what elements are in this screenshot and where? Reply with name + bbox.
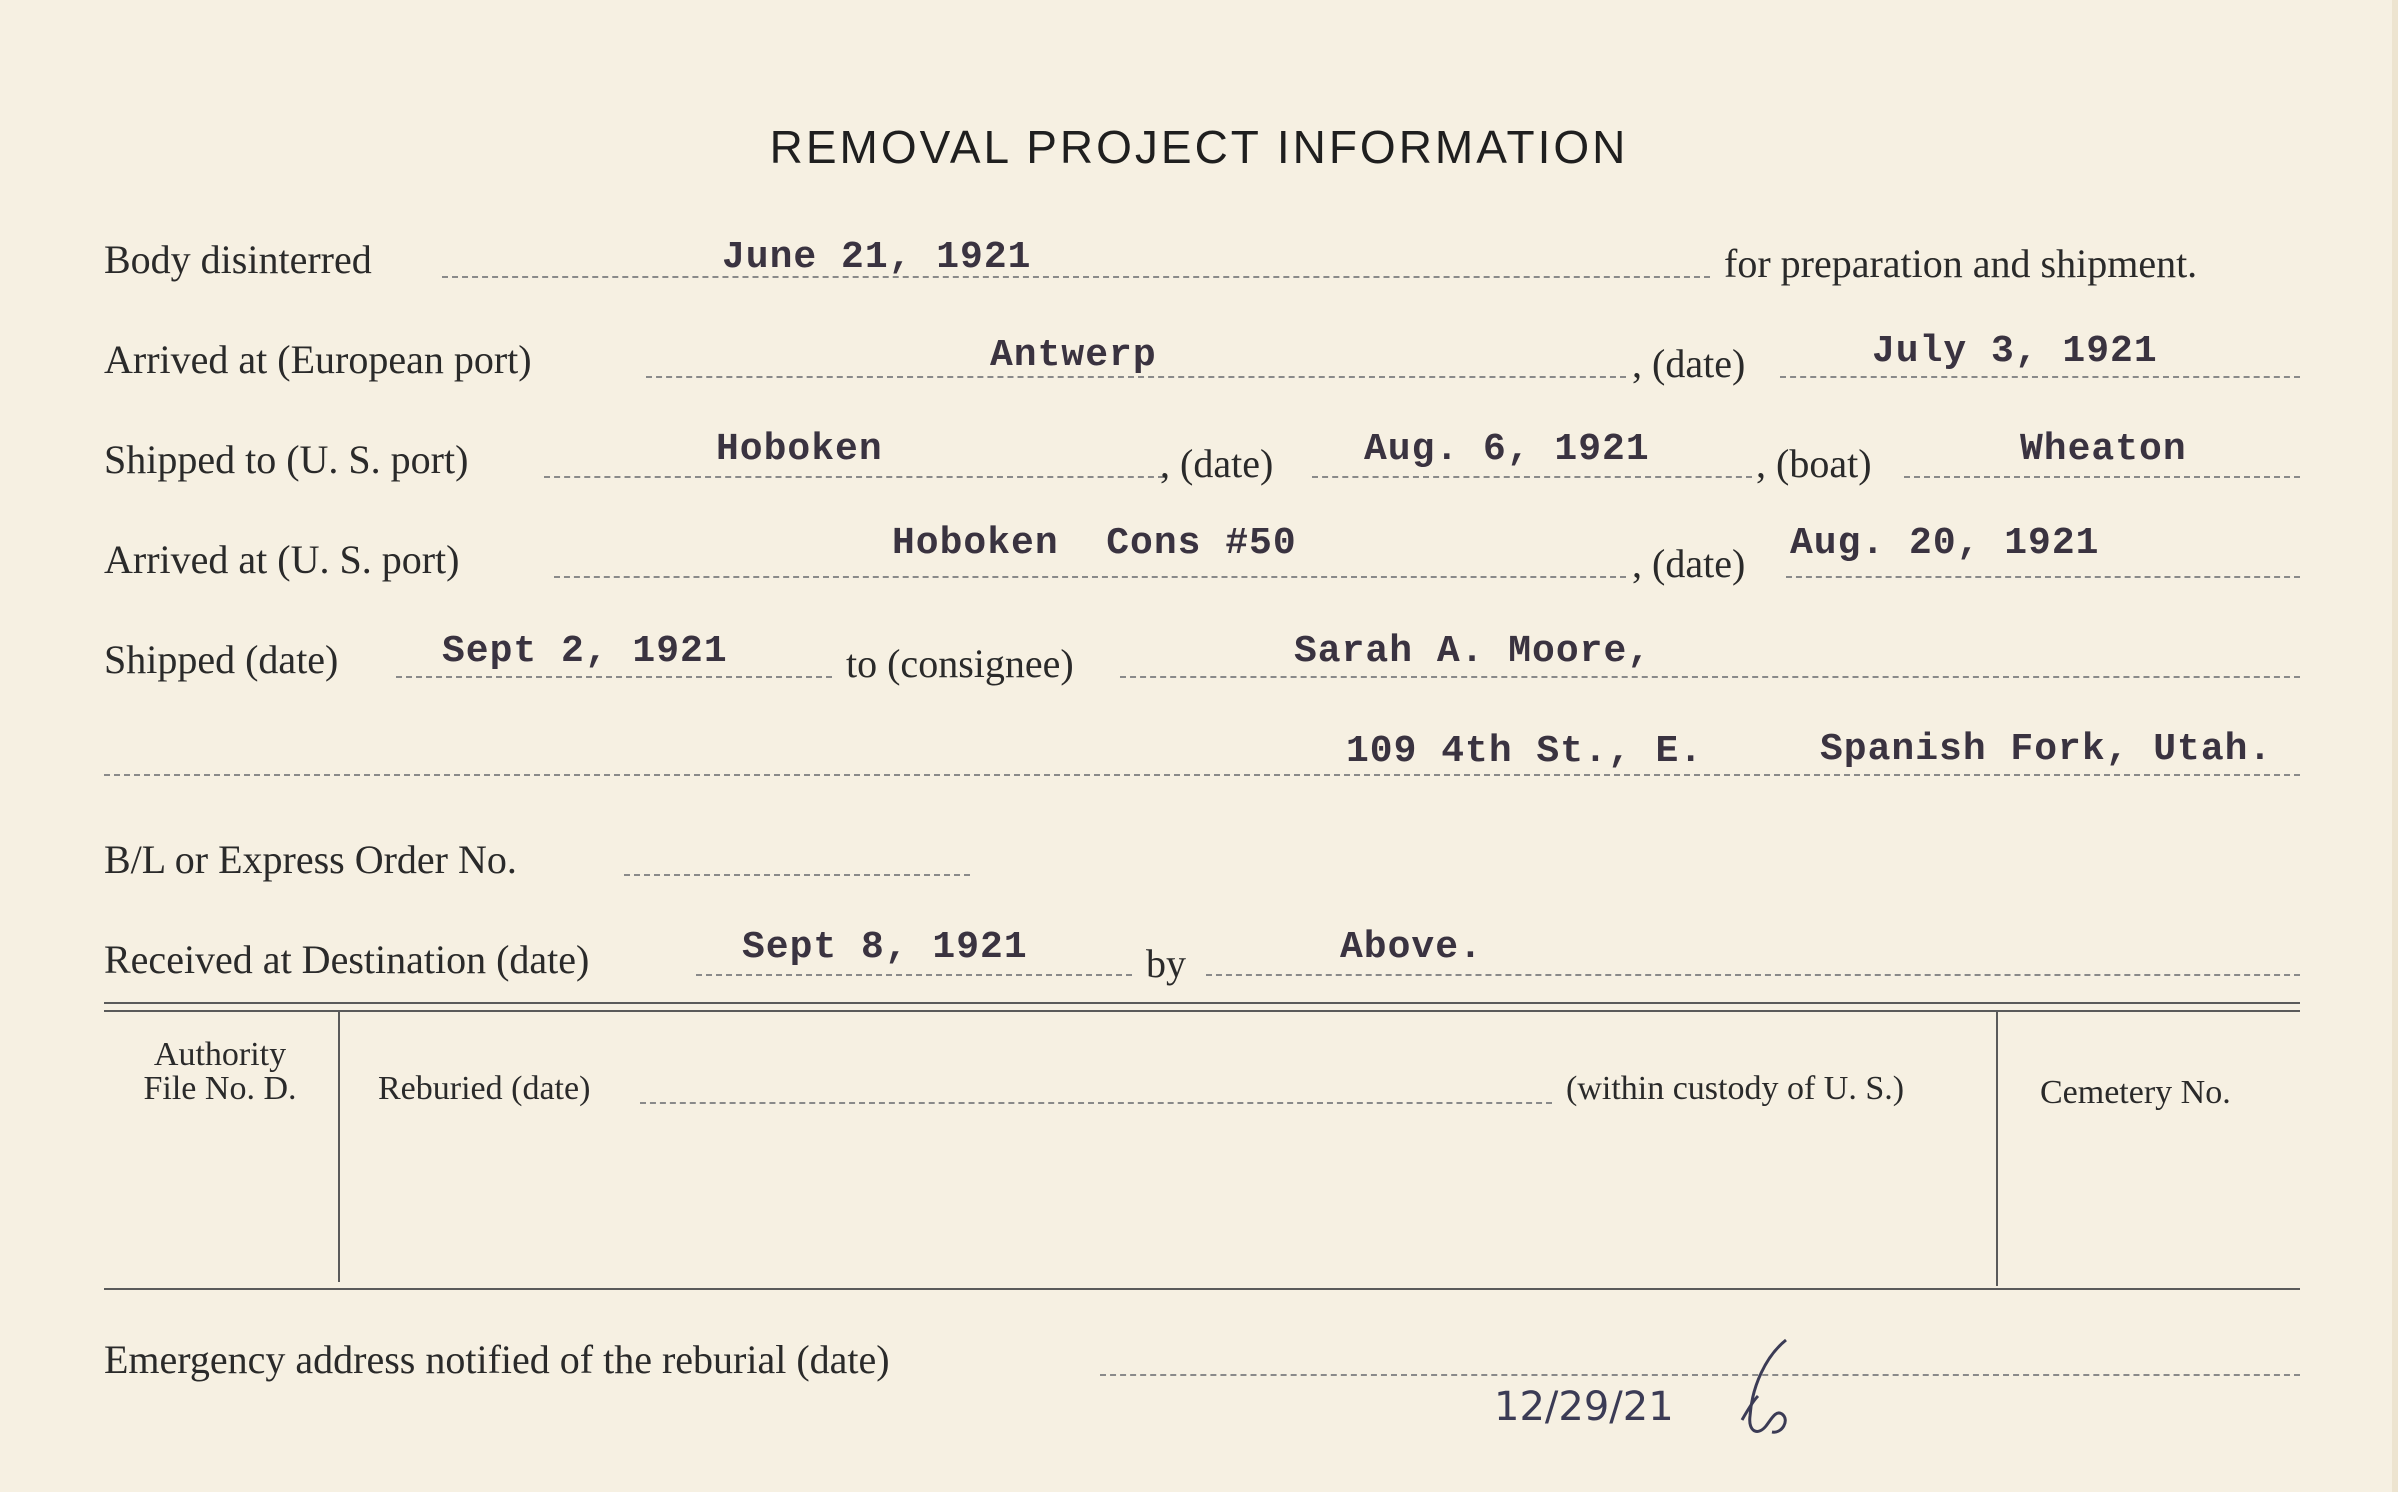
arrived-us-port-line bbox=[554, 576, 1626, 578]
disinterred-line bbox=[442, 276, 1710, 278]
arrived-europe-date: July 3, 1921 bbox=[1872, 330, 2158, 373]
consignee-line bbox=[1120, 676, 2300, 678]
table-divider-right bbox=[1996, 1012, 1998, 1286]
table-top-line-2 bbox=[104, 1010, 2300, 1012]
cemetery-label: Cemetery No. bbox=[2040, 1074, 2231, 1111]
reburied-label: Reburied (date) bbox=[378, 1070, 591, 1107]
arrived-europe-date-line bbox=[1780, 376, 2300, 378]
emergency-label: Emergency address notified of the reburial (date) bbox=[104, 1337, 890, 1382]
consignee-label: to (consignee) bbox=[846, 641, 1074, 686]
received-by: Above. bbox=[1340, 926, 1483, 969]
arrived-us-date-label: , (date) bbox=[1632, 541, 1746, 586]
arrived-us-date-line bbox=[1786, 576, 2300, 578]
shipped-us-date-line bbox=[1312, 476, 1752, 478]
authority-line2: File No. D. bbox=[143, 1070, 297, 1107]
reburied-line bbox=[640, 1102, 1552, 1104]
shipped-us-boat-label: , (boat) bbox=[1756, 441, 1872, 486]
table-divider-left bbox=[338, 1012, 340, 1282]
bl-label: B/L or Express Order No. bbox=[104, 837, 517, 882]
card-edge bbox=[2392, 0, 2398, 1492]
address-city: Spanish Fork, Utah. bbox=[1820, 728, 2273, 771]
arrived-us-date: Aug. 20, 1921 bbox=[1790, 522, 2100, 565]
shipped-us-label: Shipped to (U. S. port) bbox=[104, 437, 469, 482]
shipped-us-boat: Wheaton bbox=[2020, 428, 2187, 471]
received-date: Sept 8, 1921 bbox=[742, 926, 1028, 969]
shipped-date-line bbox=[396, 676, 832, 678]
shipped-us-port: Hoboken bbox=[716, 428, 883, 471]
disinterred-label: Body disinterred bbox=[104, 237, 372, 282]
emergency-line bbox=[1100, 1374, 2300, 1376]
emergency-date: 12/29/21 bbox=[1494, 1384, 1674, 1430]
handwritten-initials bbox=[1736, 1336, 1806, 1446]
arrived-us-label: Arrived at (U. S. port) bbox=[104, 537, 460, 582]
shipped-label: Shipped (date) bbox=[104, 637, 339, 682]
received-by-line bbox=[1206, 974, 2300, 976]
card-title: REMOVAL PROJECT INFORMATION bbox=[769, 121, 1629, 173]
shipped-us-port-line bbox=[544, 476, 1164, 478]
custody-label: (within custody of U. S.) bbox=[1566, 1070, 1905, 1107]
shipped-us-boat-line bbox=[1904, 476, 2300, 478]
consignee-name: Sarah A. Moore, bbox=[1294, 630, 1652, 673]
arrived-europe-label: Arrived at (European port) bbox=[104, 337, 532, 382]
address-street: 109 4th St., E. bbox=[1346, 730, 1704, 773]
arrived-us-port: Hoboken Cons #50 bbox=[892, 522, 1297, 565]
table-bottom-line bbox=[104, 1288, 2300, 1290]
bl-line bbox=[624, 874, 970, 876]
shipped-us-date: Aug. 6, 1921 bbox=[1364, 428, 1650, 471]
arrived-europe-port: Antwerp bbox=[990, 334, 1157, 377]
shipped-us-date-label: , (date) bbox=[1160, 441, 1274, 486]
disinterred-suffix: for preparation and shipment. bbox=[1724, 241, 2198, 286]
address-line bbox=[104, 774, 2300, 776]
received-date-line bbox=[696, 974, 1132, 976]
table-top-line-1 bbox=[104, 1002, 2300, 1004]
received-label: Received at Destination (date) bbox=[104, 937, 590, 982]
disinterred-value: June 21, 1921 bbox=[722, 236, 1032, 279]
shipped-date: Sept 2, 1921 bbox=[442, 630, 728, 673]
authority-line1: Authority bbox=[153, 1036, 287, 1073]
arrived-europe-date-label: , (date) bbox=[1632, 341, 1746, 386]
received-by-label: by bbox=[1146, 941, 1186, 986]
